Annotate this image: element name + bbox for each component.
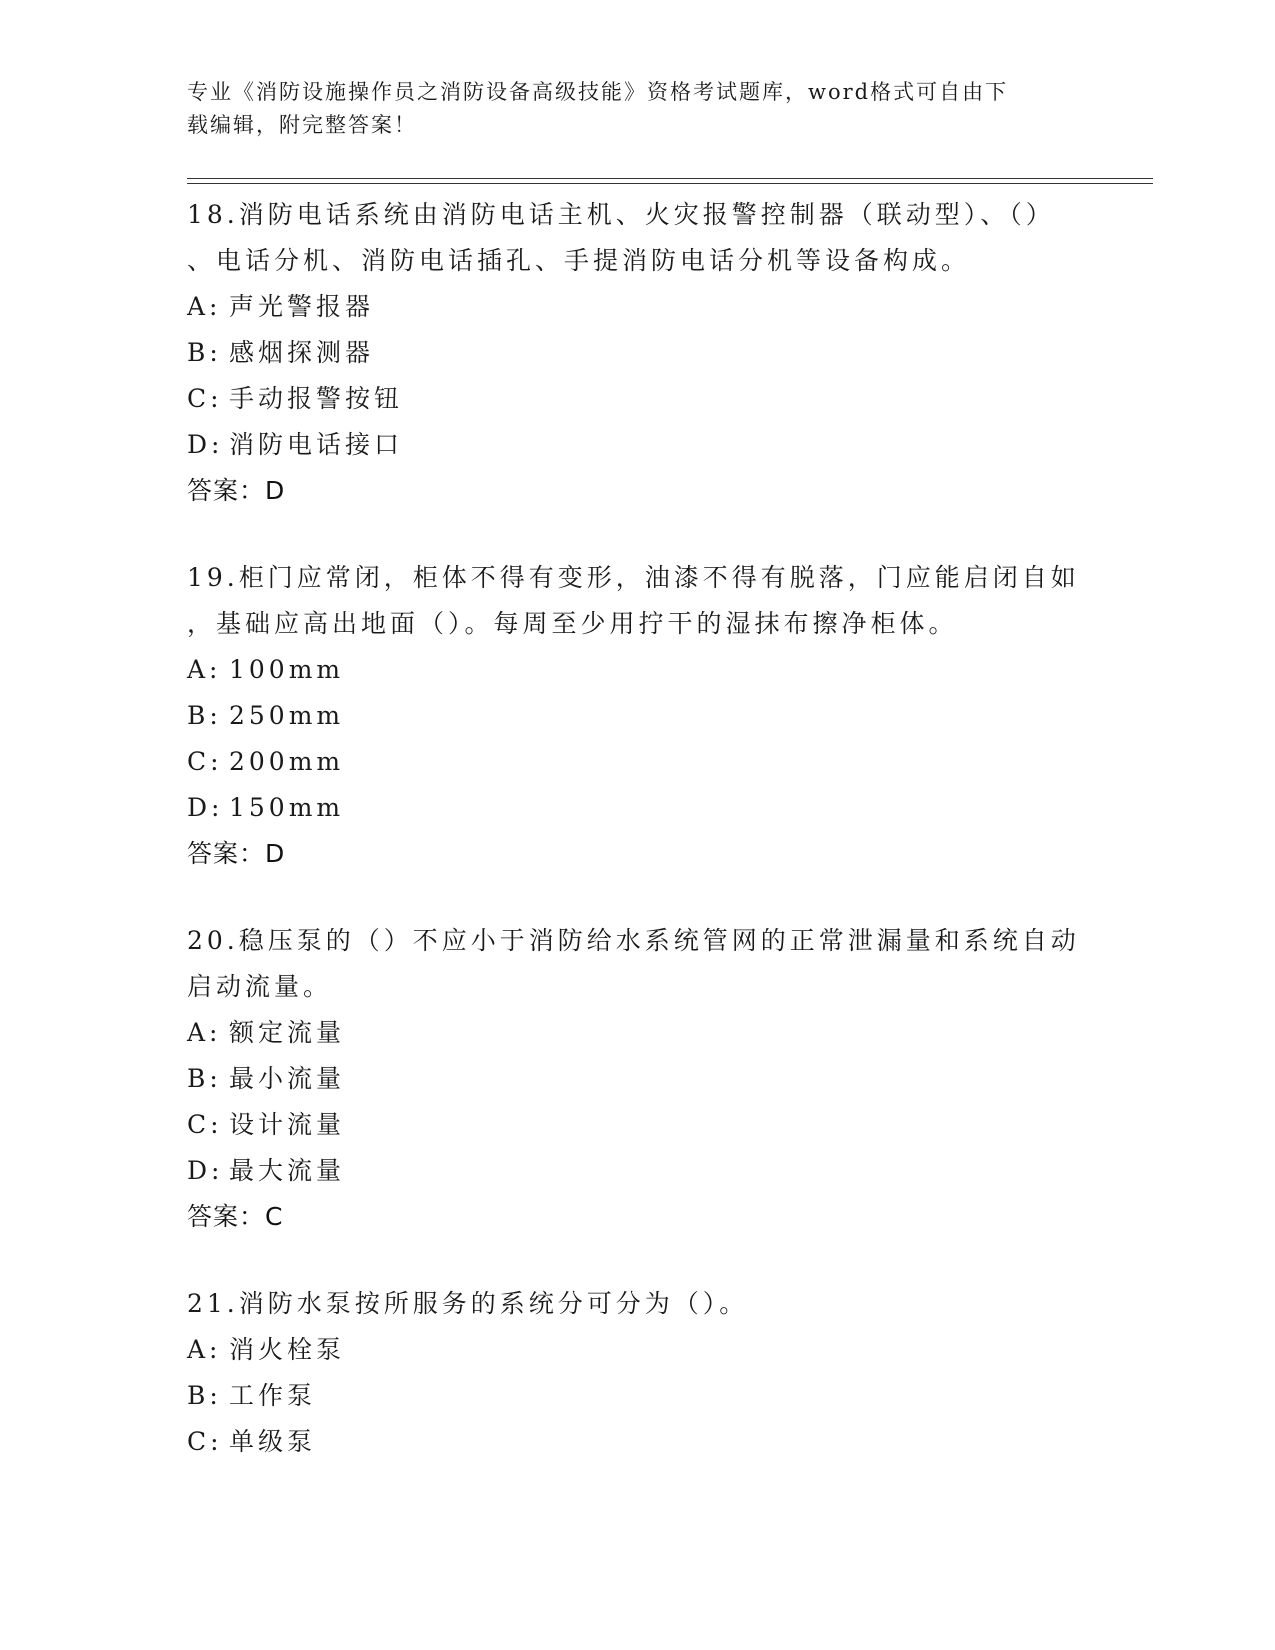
option-letter: A: [187, 1018, 222, 1047]
question-text-line: 19.柜门应常闭，柜体不得有变形，油漆不得有脱落，门应能启闭自如 [187, 563, 1080, 592]
option-text: 声光警报器 [229, 292, 375, 321]
option-d [187, 422, 1087, 468]
question-text-line: ，基础应高出地面（）。每周至少用拧干的湿抹布擦净柜体。 [187, 609, 958, 638]
document-header [187, 76, 1087, 142]
option-b [187, 693, 1087, 739]
header-line-2: 载编辑，附完整答案！ [187, 113, 417, 137]
option-letter: A: [187, 292, 222, 321]
option-text: 200mm [229, 747, 345, 776]
option-b [187, 330, 1087, 376]
question-text-line: 、电话分机、消防电话插孔、手提消防电话分机等设备构成。 [187, 246, 971, 275]
option-letter: B: [187, 701, 222, 730]
option-a [187, 1327, 1087, 1373]
option-a [187, 1010, 1087, 1056]
option-text: 250mm [229, 701, 345, 730]
question-text-line: 18.消防电话系统由消防电话主机、火灾报警控制器（联动型）、（） [187, 200, 1055, 229]
option-d [187, 785, 1087, 831]
option-a [187, 647, 1087, 693]
header-divider-top [187, 178, 1153, 179]
answer-line: 答案：D [187, 476, 286, 505]
option-letter: C: [187, 384, 223, 413]
option-text: 工作泵 [229, 1381, 317, 1410]
option-c [187, 1419, 1087, 1465]
header-line-1: 专业《消防设施操作员之消防设备高级技能》资格考试题库，word格式可自由下 [187, 80, 1009, 104]
option-letter: A: [187, 1335, 222, 1364]
option-c [187, 1102, 1087, 1148]
option-letter: B: [187, 1381, 222, 1410]
option-text: 消防电话接口 [229, 430, 404, 459]
question-21 [187, 1281, 1087, 1465]
option-text: 手动报警按钮 [229, 384, 404, 413]
option-text: 单级泵 [229, 1427, 317, 1456]
option-text: 最大流量 [229, 1156, 346, 1185]
option-c [187, 376, 1087, 422]
option-letter: C: [187, 1427, 223, 1456]
option-letter: C: [187, 747, 223, 776]
option-b [187, 1056, 1087, 1102]
option-text: 额定流量 [229, 1018, 346, 1047]
question-text-line: 20.稳压泵的（）不应小于消防给水系统管网的正常泄漏量和系统自动 [187, 926, 1080, 955]
option-letter: D: [187, 430, 224, 459]
option-text: 设计流量 [229, 1110, 346, 1139]
option-text: 150mm [229, 793, 345, 822]
question-19 [187, 555, 1087, 877]
option-c [187, 739, 1087, 785]
option-text: 感烟探测器 [229, 338, 375, 367]
option-letter: A: [187, 655, 222, 684]
answer-line: 答案：D [187, 839, 286, 868]
option-a [187, 284, 1087, 330]
option-b [187, 1373, 1087, 1419]
answer-line: 答案：C [187, 1202, 284, 1231]
option-text: 消火栓泵 [229, 1335, 346, 1364]
option-letter: B: [187, 1064, 222, 1093]
option-d [187, 1148, 1087, 1194]
question-18 [187, 192, 1087, 514]
option-text: 100mm [229, 655, 345, 684]
option-letter: D: [187, 793, 224, 822]
option-letter: C: [187, 1110, 223, 1139]
option-text: 最小流量 [229, 1064, 346, 1093]
header-divider-bottom [187, 183, 1153, 184]
question-text-line: 启动流量。 [187, 972, 333, 1001]
question-text-line: 21.消防水泵按所服务的系统分可分为（）。 [187, 1289, 749, 1318]
option-letter: D: [187, 1156, 224, 1185]
option-letter: B: [187, 338, 222, 367]
question-20 [187, 918, 1087, 1240]
